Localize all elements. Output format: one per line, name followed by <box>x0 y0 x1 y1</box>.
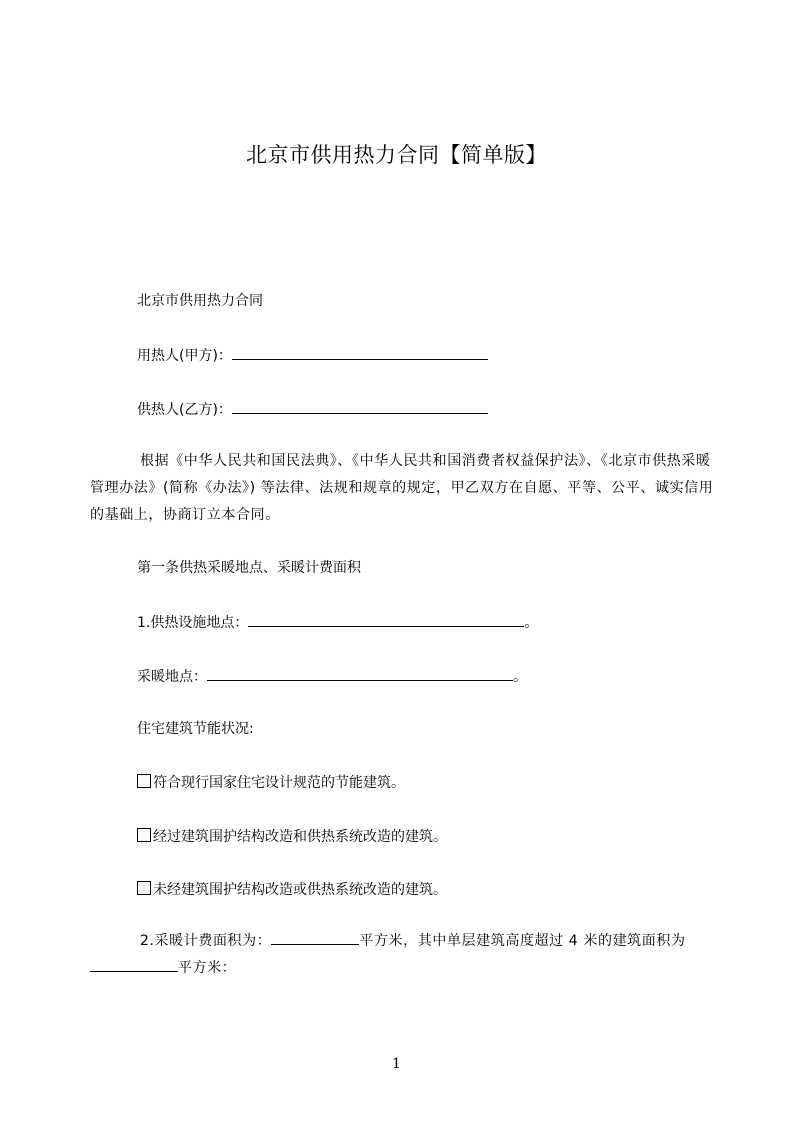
energy-option-1 <box>137 773 405 793</box>
party-b-label: 供热人(乙方)： <box>137 402 232 418</box>
total-area-blank[interactable] <box>271 930 359 945</box>
energy-status-label: 住宅建筑节能状况: <box>137 721 254 737</box>
preamble-paragraph: 根据《中华人民共和国民法典》、《中华人民共和国消费者权益保护法》、《北京市供热采暖管理办法》(简称《办法》) 等法律、法规和规章的规定，甲乙双方在自愿、平等、公平、诚实信用的基础上，协商订立本合同。 <box>90 453 714 523</box>
facility-location-line <box>137 612 538 633</box>
page-number: 1 <box>392 1056 401 1072</box>
checkbox-icon[interactable] <box>137 774 151 788</box>
area-prefix: 2.采暖计费面积为： <box>140 933 272 949</box>
energy-option-3-label: 未经建筑围护结构改造或供热系统改造的建筑。 <box>153 882 447 898</box>
facility-location-suffix: 。 <box>524 615 539 631</box>
party-b-blank[interactable] <box>232 399 488 414</box>
facility-location-label: 1.供热设施地点： <box>137 615 249 631</box>
heating-location-line <box>137 666 527 687</box>
high-area-blank[interactable] <box>90 957 178 972</box>
area-mid: 平方米，其中单层建筑高度超过 4 米的建筑面积为 <box>359 933 686 949</box>
checkbox-icon[interactable] <box>137 828 151 842</box>
article1-heading: 第一条供热采暖地点、采暖计费面积 <box>137 560 361 576</box>
heating-location-label: 采暖地点： <box>137 669 207 685</box>
party-a-blank[interactable] <box>232 345 488 360</box>
energy-option-1-label: 符合现行国家住宅设计规范的节能建筑。 <box>153 775 405 791</box>
facility-location-blank[interactable] <box>248 612 524 627</box>
area-paragraph <box>90 928 715 982</box>
heating-location-blank[interactable] <box>207 666 513 681</box>
heating-location-suffix: 。 <box>513 669 527 685</box>
area-suffix: 平方米： <box>178 960 237 976</box>
contract-subtitle: 北京市供用热力合同 <box>137 293 263 309</box>
party-a-label: 用热人(甲方)： <box>137 348 232 364</box>
party-b-line <box>137 399 488 420</box>
checkbox-icon[interactable] <box>137 881 151 895</box>
party-a-line <box>137 345 488 366</box>
energy-option-2-label: 经过建筑围护结构改造和供热系统改造的建筑。 <box>153 829 447 845</box>
energy-option-3 <box>137 880 447 900</box>
document-title: 北京市供用热力合同【简单版】 <box>246 143 547 167</box>
energy-option-2 <box>137 827 447 847</box>
